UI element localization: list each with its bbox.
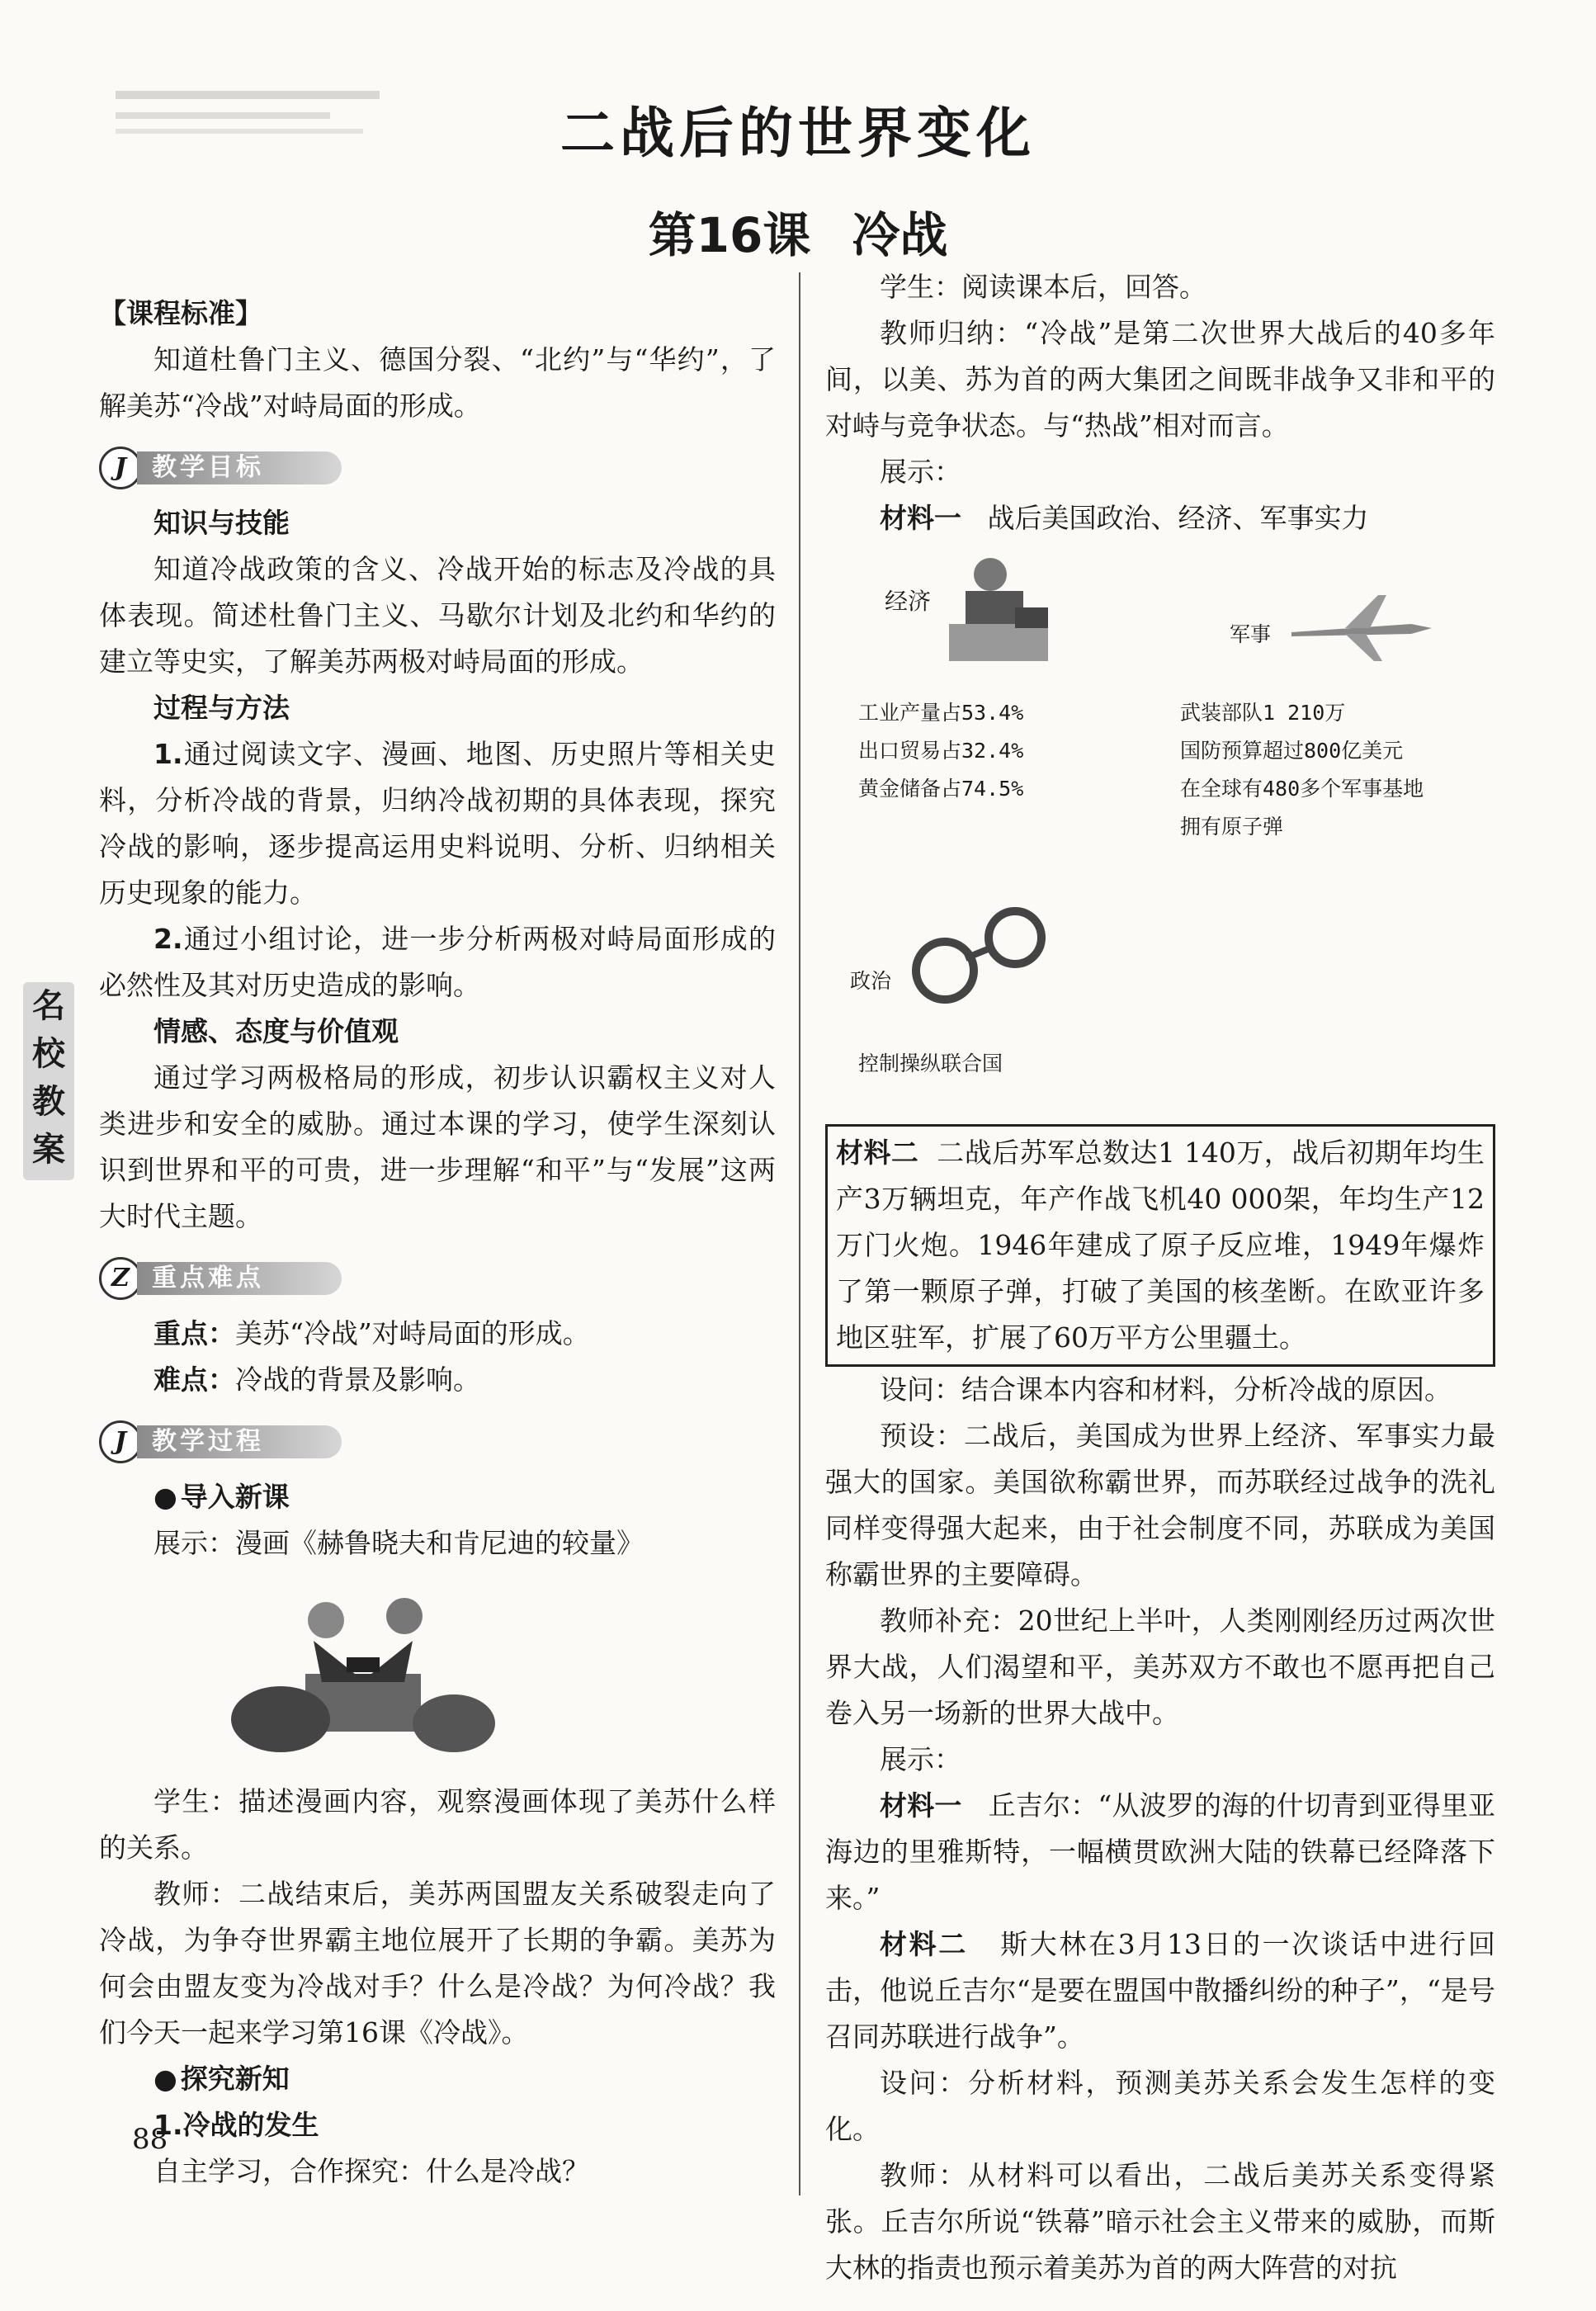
item-number: 2. [153,923,183,955]
side-tab: 名校教案 [23,982,74,1180]
answer-2: 教师：从材料可以看出，二战后美苏关系变得紧张。丘吉尔所说“铁幕”暗示社会主义带来的威胁，而斯大林的指责也预示着美苏为首的两大阵营的对抗 [825,2159,1495,2284]
material-1b: 材料一 丘吉尔：“从波罗的海的什切青到亚得里亚海边的里雅斯特，一幅横贯欧洲大陆的铁幕已经降落下来。” [825,1789,1496,1914]
fighter-jet-icon [1287,583,1436,665]
teaching-process-banner [99,1418,776,1466]
self-study-text: 自主学习，合作探究：什么是冷战？ [153,2155,589,2187]
course-standard-text: 知道杜鲁门主义、德国分裂、“北约”与“华约”，了解美苏“冷战”对峙局面的形成。 [99,343,776,422]
military-stat: 拥有原子弹 [1180,815,1284,839]
politics-label: 政治 [850,969,892,993]
process-method-label: 过程与方法 [153,692,290,724]
material-2b: 材料二 斯大林在3月13日的一次谈话中进行回击，他说丘吉尔“是要在盟国中散播纠纷的种子”，“是号召同苏联进行战争”。 [825,1928,1495,2053]
student-prompt-1: 学生：描述漫画内容，观察漫画体现了美苏什么样的关系。 [99,1785,776,1864]
military-stat: 武装部队1 210万 [1180,701,1346,725]
question-1: 设问：结合课本内容和材料，分析冷战的原因。 [880,1373,1452,1406]
military-stat: 在全球有480多个军事基地 [1180,777,1424,801]
show-label-1: 展示： [880,456,961,488]
difficult-point: 难点：冷战的背景及影响。 [153,1363,480,1396]
economy-stats [858,694,1023,808]
teacher-summary: 教师归纳：“冷战”是第二次世界大战后的40多年间，以美、苏为首的两大集团之间既非战争又非和平的对峙与竞争状态。与“热战”相对而言。 [825,317,1495,442]
item-number: 1. [153,738,183,770]
economy-stat: 出口贸易占32.4% [858,739,1024,763]
handcuffs-icon [900,896,1056,1012]
section-badge-icon: J [99,1420,142,1463]
material-2-text: 材料二 二战后苏军总数达1 140万，战后初期年均生产3万辆坦克，年产作战飞机40 000架，年均生产12万门火炮。1946年建成了原子反应堆，1949年爆炸了第一颗原子弹，打破了美国的核垄断。在欧亚许多地区驻军，扩展了60万平方公里疆土。 [836,1137,1485,1354]
course-standard-label: 【课程标准】 [99,297,262,329]
answer-1: 预设：二战后，美国成为世界上经济、军事实力最强大的国家。美国欲称霸世界，而苏联经过战争的洗礼同样变得强大起来，由于社会制度不同，苏联成为美国称霸世界的主要障碍。 [825,1420,1495,1590]
teaching-process-heading: 教学过程 [137,1425,342,1458]
section-badge-icon: J [99,447,142,489]
column-divider [799,272,800,2195]
military-label: 军事 [1230,622,1272,646]
economy-stat: 黄金储备占74.5% [858,777,1024,801]
show-cartoon-text: 展示：漫画《赫鲁晓夫和肯尼迪的较量》 [153,1527,644,1559]
student-answer: 学生：阅读课本后，回答。 [880,271,1206,303]
teaching-goals-banner [99,444,776,492]
explore-label: ● 探究新知 [99,2056,776,2102]
unit-title: 二战后的世界变化 [560,102,1036,165]
key-point: 重点：美苏“冷战”对峙局面的形成。 [153,1317,590,1349]
show-label-2: 展示： [880,1743,961,1775]
left-column [99,291,776,2195]
economy-label: 经济 [885,588,932,615]
teacher-supplement: 教师补充：20世纪上半叶，人类刚刚经历过两次世界大战，人们渴望和平，美苏双方不敢也不愿再把自己卷入另一场新的世界大战中。 [825,1604,1495,1729]
key-points-banner [99,1255,776,1302]
economy-stat: 工业产量占53.4% [858,701,1024,725]
teaching-goals-heading: 教学目标 [137,451,342,484]
lesson-name: 冷战 [852,207,948,263]
intro-label: ● 导入新课 [99,1474,776,1520]
teacher-text-1: 教师：二战结束后，美苏两国盟友关系破裂走向了冷战，为争夺世界霸主地位展开了长期的争霸。美苏为何会由盟友变为冷战对手？什么是冷战？为何冷战？我们今天一起来学习第16课《冷战》。 [99,1878,776,2049]
material-1-title: 材料一 战后美国政治、经济、军事实力 [880,502,1369,534]
question-2: 设问：分析材料，预测美苏关系会发生怎样的变化。 [825,2067,1495,2145]
attitude-values-text: 通过学习两极格局的形成，初步认识霸权主义对人类进步和安全的威胁。通过本课的学习，使学生深刻认识到世界和平的可贵，进一步理解“和平”与“发展”这两大时代主题。 [99,1061,776,1232]
politics-stat: 控制操纵联合国 [858,1052,1003,1075]
material-2-box [825,1124,1495,1367]
knowledge-skills-label: 知识与技能 [153,507,290,539]
attitude-values-label: 情感、态度与价值观 [153,1015,399,1047]
page-number: 88 [132,2123,168,2156]
key-points-heading: 重点难点 [137,1262,342,1295]
military-stats [1180,694,1424,846]
economy-illustration-image [941,550,1056,665]
process-method-item-1: 1.通过阅读文字、漫画、地图、历史照片等相关史料，分析冷战的背景，归纳冷战初期的具体表现，探究冷战的影响，逐步提高运用史料说明、分析、归纳相关历史现象的能力。 [99,738,776,909]
lesson-title [0,196,1596,266]
knowledge-skills-text: 知道冷战政策的含义、冷战开始的标志及冷战的具体表现。简述杜鲁门主义、马歇尔计划及北约和华约的建立等史实，了解美苏两极对峙局面的形成。 [99,553,776,678]
right-column [825,264,1495,2291]
military-stat: 国防预算超过800亿美元 [1180,739,1404,763]
section-1-title: 1.冷战的发生 [153,2109,319,2141]
us-power-figure [825,550,1495,1119]
cartoon-arm-wrestling-image [231,1575,495,1765]
process-method-item-2: 2.通过小组讨论，进一步分析两极对峙局面形成的必然性及其对历史造成的影响。 [99,923,776,1001]
section-badge-icon: Z [99,1257,142,1300]
lesson-number: 第16课 [648,207,811,263]
